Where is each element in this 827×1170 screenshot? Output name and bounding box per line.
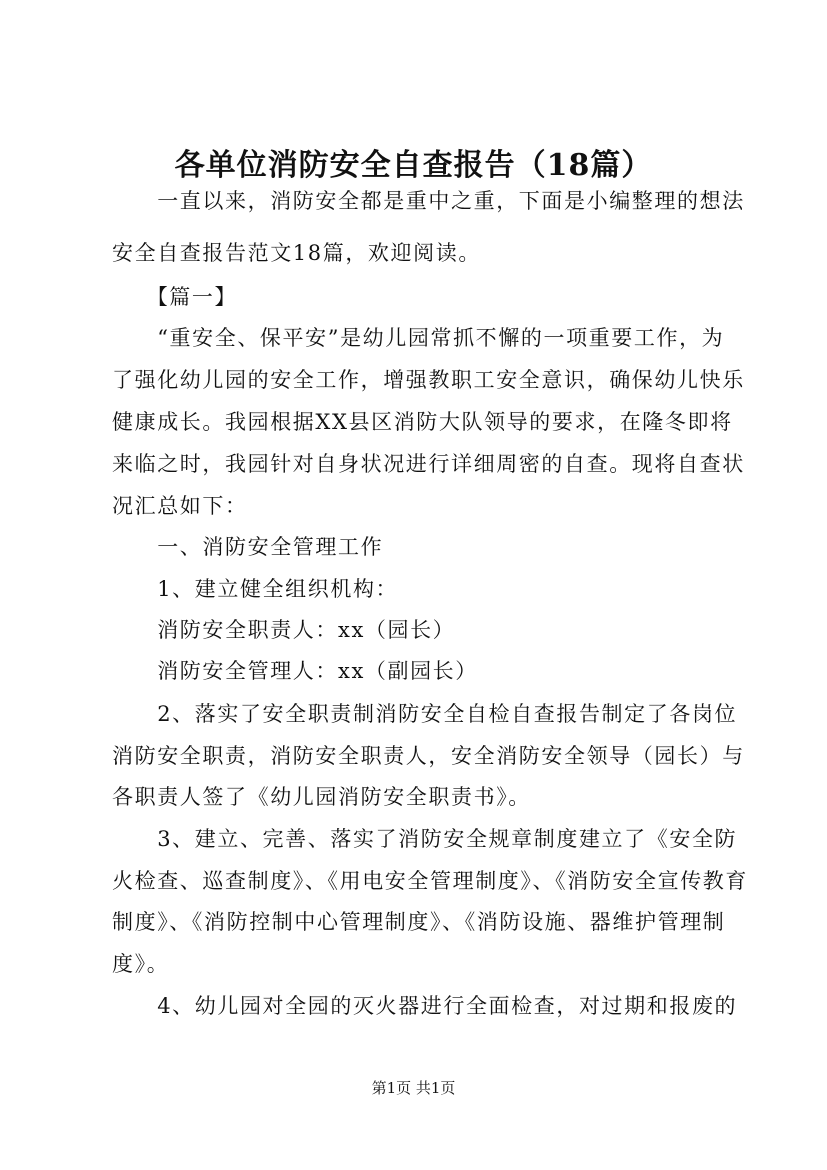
paragraph-line: 各职责人签了《幼儿园消防安全职责书》。 xyxy=(112,785,531,809)
paragraph-line: 火检查、巡查制度》、《用电安全管理制度》、《消防安全宣传教育 xyxy=(112,869,748,893)
paragraph-line: 制度》、《消防控制中心管理制度》、《消防设施、器维护管理制 xyxy=(112,910,726,934)
paragraph-line: 3、建立、完善、落实了消防安全规章制度建立了《安全防 xyxy=(112,827,738,851)
paragraph-line: 一、消防安全管理工作 xyxy=(112,535,384,559)
section-heading: 【篇一】 xyxy=(112,285,238,309)
paragraph-line: 消防安全职责人：xx（园长） xyxy=(112,618,456,642)
paragraph-line: 一直以来，消防安全都是重中之重，下面是小编整理的想法 xyxy=(112,189,745,213)
paragraph-line: 况汇总如下： xyxy=(112,494,248,518)
paragraph-line: 度》。 xyxy=(112,952,170,976)
paragraph-line: 来临之时，我园针对自身状况进行详细周密的自查。现将自查状 xyxy=(112,452,745,476)
paragraph-line: 了强化幼儿园的安全工作，增强教职工安全意识，确保幼儿快乐 xyxy=(112,368,745,392)
paragraph-line: 健康成长。我园根据XX县区消防大队领导的要求，在隆冬即将 xyxy=(112,410,733,434)
paragraph-line: 4、幼儿园对全园的灭火器进行全面检查，对过期和报废的 xyxy=(112,994,738,1018)
paragraph-line: 2、落实了安全职责制消防安全自检自查报告制定了各岗位 xyxy=(112,702,738,726)
paragraph-line: 1、建立健全组织机构： xyxy=(112,577,399,601)
page-footer: 第1页 共1页 xyxy=(371,1079,456,1097)
paragraph-line: 安全自查报告范文18篇，欢迎阅读。 xyxy=(112,241,481,265)
paragraph-line: 消防安全管理人：xx（副园长） xyxy=(112,659,478,683)
paragraph-line: 消防安全职责，消防安全职责人，安全消防安全领导（园长）与 xyxy=(112,744,745,768)
paragraph-line: “重安全、保平安”是幼儿园常抓不懈的一项重要工作，为 xyxy=(112,326,725,350)
document-title: 各单位消防安全自查报告（18篇） xyxy=(174,148,653,183)
